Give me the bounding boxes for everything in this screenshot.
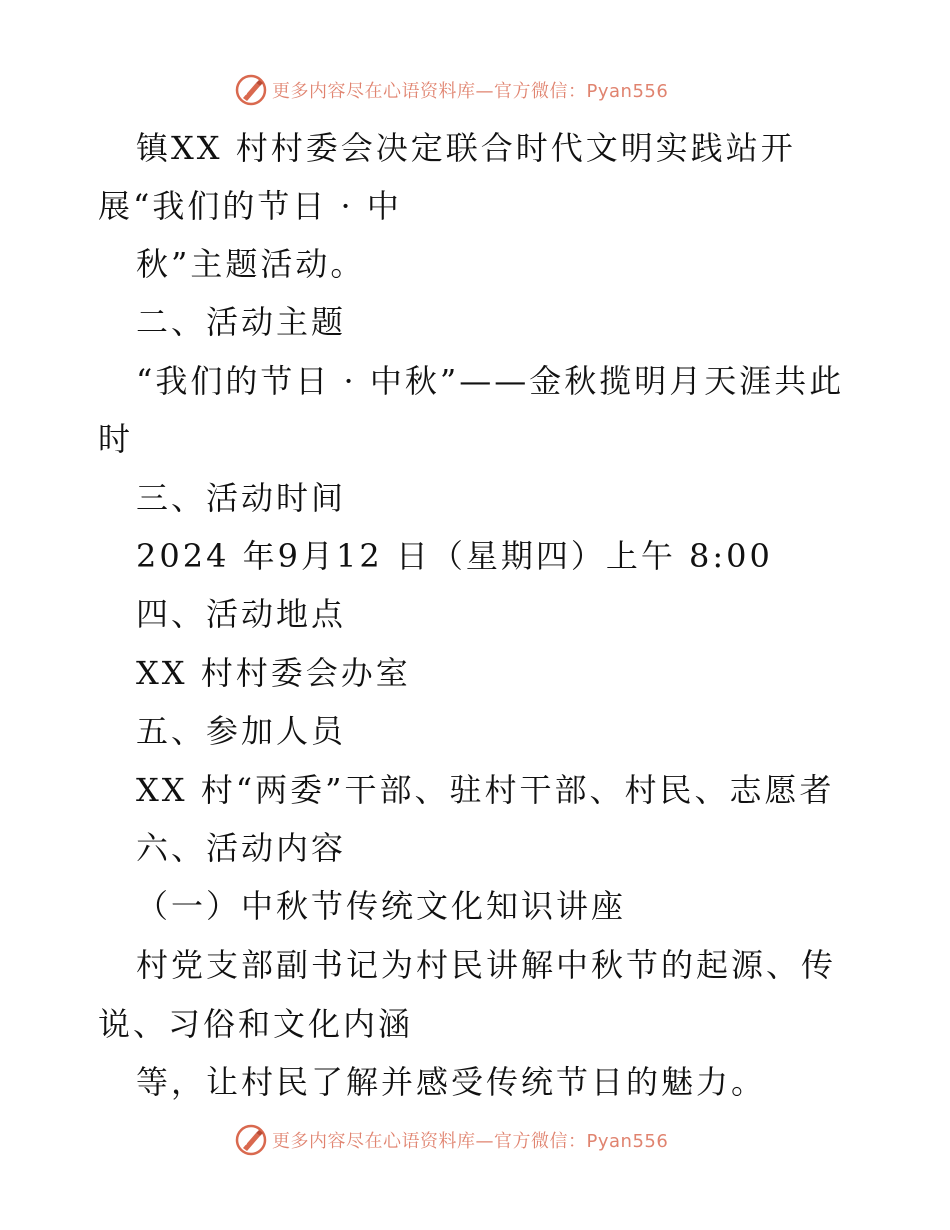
body-line: 村党支部副书记为村民讲解中秋节的起源、传 bbox=[136, 946, 837, 984]
watermark-footer bbox=[234, 1123, 714, 1157]
body-line: “我们的节日 · 中秋”——金秋揽明月天涯共此 bbox=[136, 362, 845, 400]
body-line: 时 bbox=[98, 420, 134, 458]
body-line: 2024 年9月12 日（星期四）上午 8:00 bbox=[136, 537, 773, 575]
section-heading: 二、活动主题 bbox=[136, 303, 347, 341]
body-line: 等，让村民了解并感受传统节日的魅力。 bbox=[136, 1063, 767, 1101]
body-line: 秋”主题活动。 bbox=[136, 245, 366, 283]
watermark-header bbox=[234, 73, 714, 107]
pen-logo-icon bbox=[234, 1123, 268, 1157]
section-heading: 四、活动地点 bbox=[136, 595, 347, 633]
body-line: 镇XX 村村委会决定联合时代文明实践站开 bbox=[136, 129, 796, 167]
section-heading: 三、活动时间 bbox=[136, 479, 347, 517]
body-line: 展“我们的节日 · 中 bbox=[98, 187, 402, 225]
pen-logo-icon bbox=[234, 73, 268, 107]
section-heading: 五、参加人员 bbox=[136, 712, 347, 750]
section-heading: 六、活动内容 bbox=[136, 829, 347, 867]
body-line: XX 村“两委”干部、驻村干部、村民、志愿者 bbox=[136, 771, 835, 809]
body-line: XX 村村委会办室 bbox=[136, 654, 411, 692]
body-line: 说、习俗和文化内涵 bbox=[98, 1005, 414, 1043]
watermark-text: 更多内容尽在心语资料库—官方微信：Pyan556 bbox=[272, 81, 669, 102]
watermark-text: 更多内容尽在心语资料库—官方微信：Pyan556 bbox=[272, 1131, 669, 1152]
subsection-heading: （一）中秋节传统文化知识讲座 bbox=[136, 887, 627, 925]
